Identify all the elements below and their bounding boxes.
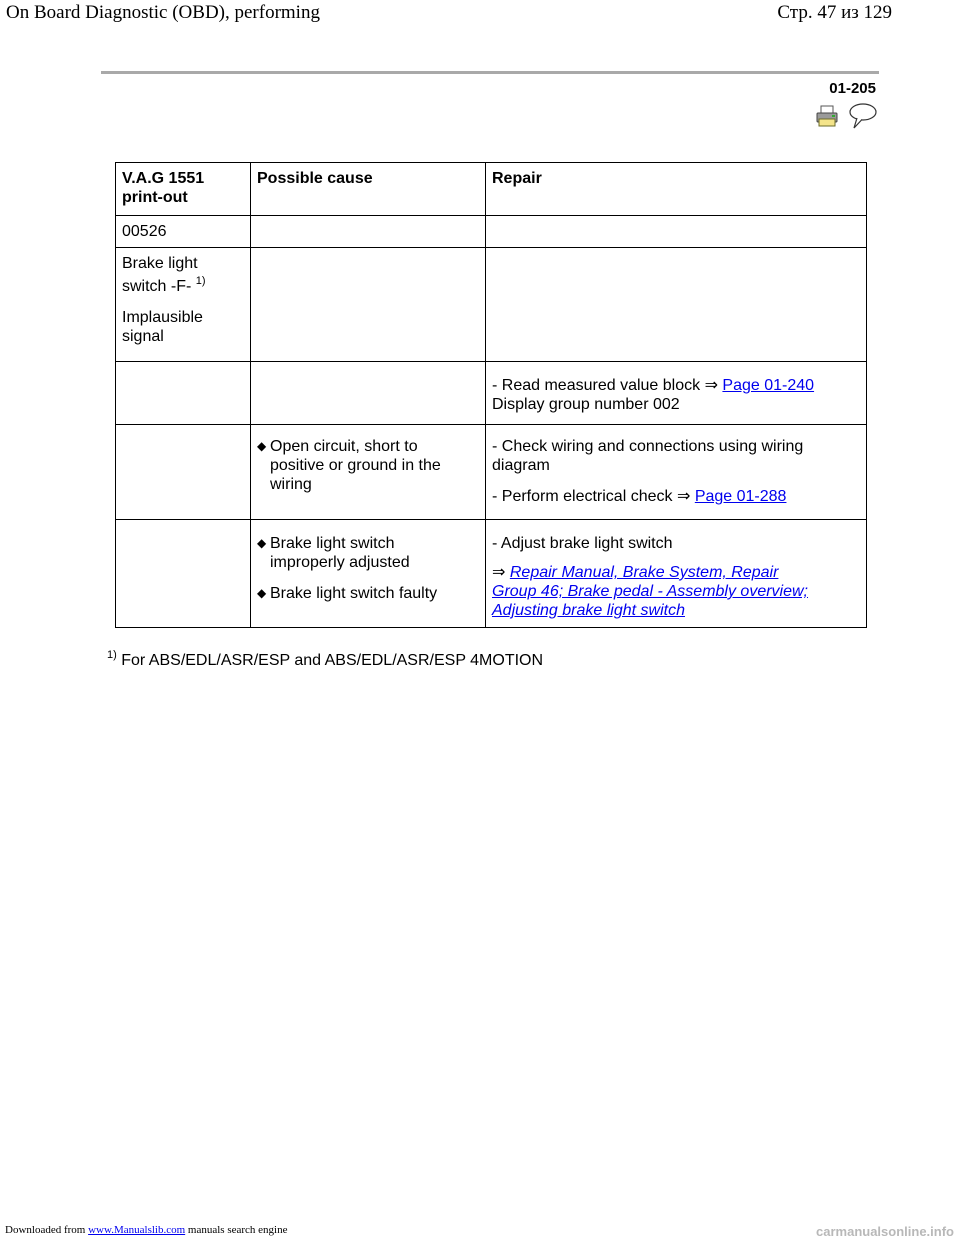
link-page-01-240[interactable]: Page 01-240 bbox=[722, 377, 815, 394]
table-row bbox=[116, 248, 867, 362]
fault-type-line1: Implausible bbox=[122, 309, 203, 326]
repair-check-wiring-line2: diagram bbox=[492, 457, 550, 474]
repair-read-values bbox=[486, 362, 867, 425]
repair-check-wiring-line1: - Check wiring and connections using wiring bbox=[492, 438, 804, 455]
cause-open-circuit-line1: Open circuit, short to bbox=[270, 438, 418, 455]
fault-description bbox=[116, 248, 251, 362]
repair-electrical-check-text: - Perform electrical check bbox=[492, 488, 673, 505]
table-row bbox=[116, 362, 867, 425]
diamond-bullet-icon: ◆ bbox=[257, 586, 267, 600]
download-footer bbox=[5, 1224, 287, 1236]
table-header-row bbox=[116, 163, 867, 216]
cause-adjusted-line2: improperly adjusted bbox=[270, 554, 410, 571]
diamond-bullet-icon: ◆ bbox=[257, 536, 267, 550]
component-line1: Brake light bbox=[122, 255, 198, 272]
diagnostic-table bbox=[115, 162, 867, 628]
footnote bbox=[107, 649, 544, 670]
cause-open-circuit-line2: positive or ground in the bbox=[270, 457, 441, 474]
header-printout bbox=[116, 163, 251, 216]
header-repair: Repair bbox=[486, 163, 867, 216]
cause-open-circuit-line3: wiring bbox=[270, 476, 312, 493]
arrow-icon: ⇒ bbox=[704, 377, 718, 394]
cause-faulty: Brake light switch faulty bbox=[270, 585, 438, 602]
repair-wiring bbox=[486, 425, 867, 520]
fault-code: 00526 bbox=[116, 216, 251, 248]
document-title: On Board Diagnostic (OBD), performing bbox=[6, 2, 320, 23]
page-counter: Стр. 47 из 129 bbox=[777, 2, 892, 23]
link-repair-manual-line3[interactable]: Adjusting brake light switch bbox=[492, 602, 685, 619]
repair-read-text: - Read measured value block bbox=[492, 377, 701, 394]
downloaded-from-text: Downloaded from bbox=[5, 1224, 86, 1236]
arrow-icon: ⇒ bbox=[492, 564, 506, 581]
cause-open-circuit bbox=[251, 425, 486, 520]
footnote-text: For ABS/EDL/ASR/ESP and ABS/EDL/ASR/ESP 4MOTION bbox=[121, 652, 544, 669]
table-row bbox=[116, 520, 867, 628]
display-group-text: Display group number 002 bbox=[492, 396, 680, 413]
footer-tagline: manuals search engine bbox=[187, 1224, 288, 1236]
link-repair-manual-line2[interactable]: Group 46; Brake pedal - Assembly overview; bbox=[492, 583, 808, 600]
diamond-bullet-icon: ◆ bbox=[257, 439, 267, 453]
speech-bubble-icon[interactable] bbox=[848, 102, 878, 130]
repair-adjust-text: - Adjust brake light switch bbox=[492, 535, 673, 552]
header-printout-line2: print-out bbox=[122, 189, 188, 206]
table-row bbox=[116, 216, 867, 248]
fault-type-line2: signal bbox=[122, 328, 164, 345]
arrow-icon: ⇒ bbox=[676, 488, 691, 505]
link-page-01-288[interactable]: Page 01-288 bbox=[694, 488, 787, 505]
header-divider bbox=[101, 71, 879, 74]
header-printout-line1: V.A.G 1551 bbox=[122, 170, 205, 187]
watermark: carmanualsonline.info bbox=[816, 1224, 954, 1239]
table-row bbox=[116, 425, 867, 520]
printer-icon[interactable] bbox=[815, 104, 839, 128]
manualslib-link[interactable]: www.Manualslib.com bbox=[88, 1224, 186, 1236]
cause-adjusted-line1: Brake light switch bbox=[270, 535, 395, 552]
page-code: 01-205 bbox=[829, 80, 876, 97]
component-line2: switch -F- bbox=[122, 278, 192, 295]
link-repair-manual-line1[interactable]: Repair Manual, Brake System, Repair bbox=[509, 564, 779, 581]
footnote-marker: 1) bbox=[107, 649, 117, 661]
repair-adjust bbox=[486, 520, 867, 628]
footnote-ref: 1) bbox=[195, 275, 206, 287]
cause-brake-switch bbox=[251, 520, 486, 628]
header-possible-cause: Possible cause bbox=[251, 163, 486, 216]
